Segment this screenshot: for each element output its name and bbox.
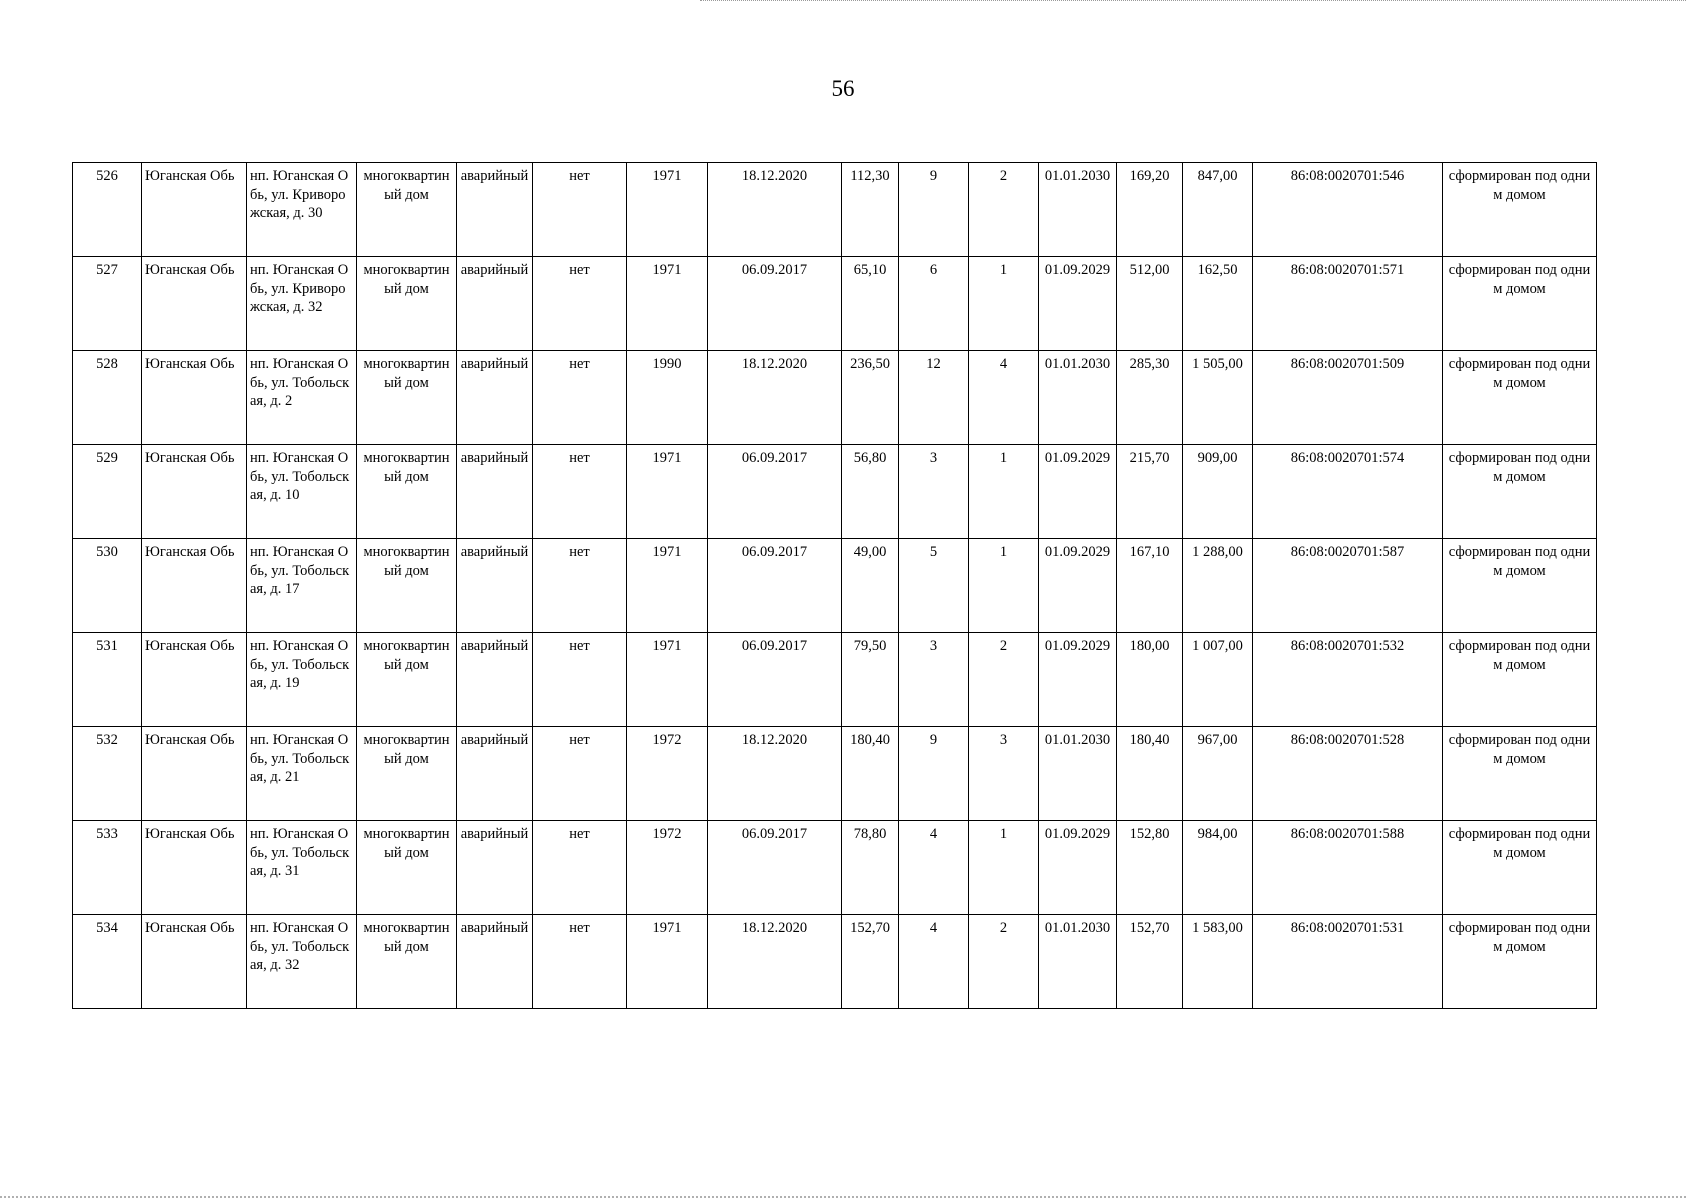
note-cell: сформирован под одним домом <box>1443 163 1597 257</box>
note-cell: сформирован под одним домом <box>1443 915 1597 1009</box>
count-cell-1: 6 <box>899 257 969 351</box>
address-cell: нп. Юганская Обь, ул. Тобольская, д. 21 <box>247 727 357 821</box>
note-cell: сформирован под одним домом <box>1443 821 1597 915</box>
count-cell-1: 3 <box>899 445 969 539</box>
cadastral-number-cell: 86:08:0020701:587 <box>1253 539 1443 633</box>
condition-cell: аварийный <box>457 915 533 1009</box>
table-row <box>73 445 1597 539</box>
note-cell: сформирован под одним домом <box>1443 351 1597 445</box>
table-body <box>73 163 1597 1009</box>
area-cell: 112,30 <box>842 163 899 257</box>
locality-cell: Юганская Обь <box>142 445 247 539</box>
count-cell-2: 1 <box>969 445 1039 539</box>
house-type-cell: многоквартиный дом <box>357 163 457 257</box>
flag-cell: нет <box>533 821 627 915</box>
row-number-cell: 531 <box>73 633 142 727</box>
planned-date-cell: 01.09.2029 <box>1039 539 1117 633</box>
locality-cell: Юганская Обь <box>142 821 247 915</box>
table-row <box>73 257 1597 351</box>
recognition-date-cell: 18.12.2020 <box>708 163 842 257</box>
cadastral-number-cell: 86:08:0020701:574 <box>1253 445 1443 539</box>
table-row <box>73 727 1597 821</box>
condition-cell: аварийный <box>457 163 533 257</box>
planned-date-cell: 01.09.2029 <box>1039 445 1117 539</box>
flag-cell: нет <box>533 727 627 821</box>
house-type-cell: многоквартиный дом <box>357 727 457 821</box>
land-area-cell: 152,70 <box>1117 915 1183 1009</box>
table-row <box>73 915 1597 1009</box>
value-cell: 1 288,00 <box>1183 539 1253 633</box>
recognition-date-cell: 06.09.2017 <box>708 539 842 633</box>
planned-date-cell: 01.01.2030 <box>1039 727 1117 821</box>
scan-edge-bottom <box>0 1196 1686 1200</box>
count-cell-2: 2 <box>969 163 1039 257</box>
area-cell: 79,50 <box>842 633 899 727</box>
address-cell: нп. Юганская Обь, ул. Тобольская, д. 32 <box>247 915 357 1009</box>
count-cell-1: 3 <box>899 633 969 727</box>
row-number-cell: 532 <box>73 727 142 821</box>
land-area-cell: 512,00 <box>1117 257 1183 351</box>
area-cell: 56,80 <box>842 445 899 539</box>
area-cell: 49,00 <box>842 539 899 633</box>
count-cell-2: 1 <box>969 821 1039 915</box>
cadastral-number-cell: 86:08:0020701:531 <box>1253 915 1443 1009</box>
value-cell: 967,00 <box>1183 727 1253 821</box>
value-cell: 984,00 <box>1183 821 1253 915</box>
house-type-cell: многоквартиный дом <box>357 351 457 445</box>
year-built-cell: 1971 <box>627 257 708 351</box>
cadastral-number-cell: 86:08:0020701:588 <box>1253 821 1443 915</box>
page-number: 56 <box>831 76 855 101</box>
locality-cell: Юганская Обь <box>142 539 247 633</box>
house-type-cell: многоквартиный дом <box>357 633 457 727</box>
flag-cell: нет <box>533 163 627 257</box>
planned-date-cell: 01.01.2030 <box>1039 915 1117 1009</box>
locality-cell: Юганская Обь <box>142 727 247 821</box>
value-cell: 162,50 <box>1183 257 1253 351</box>
count-cell-2: 2 <box>969 915 1039 1009</box>
locality-cell: Юганская Обь <box>142 257 247 351</box>
address-cell: нп. Юганская Обь, ул. Тобольская, д. 31 <box>247 821 357 915</box>
cadastral-number-cell: 86:08:0020701:546 <box>1253 163 1443 257</box>
condition-cell: аварийный <box>457 445 533 539</box>
address-cell: нп. Юганская Обь, ул. Тобольская, д. 2 <box>247 351 357 445</box>
count-cell-1: 9 <box>899 727 969 821</box>
row-number-cell: 533 <box>73 821 142 915</box>
condition-cell: аварийный <box>457 257 533 351</box>
land-area-cell: 215,70 <box>1117 445 1183 539</box>
house-type-cell: многоквартиный дом <box>357 539 457 633</box>
count-cell-2: 3 <box>969 727 1039 821</box>
row-number-cell: 534 <box>73 915 142 1009</box>
locality-cell: Юганская Обь <box>142 915 247 1009</box>
count-cell-2: 2 <box>969 633 1039 727</box>
count-cell-1: 4 <box>899 821 969 915</box>
locality-cell: Юганская Обь <box>142 351 247 445</box>
house-type-cell: многоквартиный дом <box>357 915 457 1009</box>
row-number-cell: 526 <box>73 163 142 257</box>
count-cell-1: 4 <box>899 915 969 1009</box>
recognition-date-cell: 06.09.2017 <box>708 257 842 351</box>
land-area-cell: 169,20 <box>1117 163 1183 257</box>
locality-cell: Юганская Обь <box>142 633 247 727</box>
cadastral-number-cell: 86:08:0020701:528 <box>1253 727 1443 821</box>
land-area-cell: 180,00 <box>1117 633 1183 727</box>
cadastral-number-cell: 86:08:0020701:509 <box>1253 351 1443 445</box>
row-number-cell: 530 <box>73 539 142 633</box>
condition-cell: аварийный <box>457 351 533 445</box>
house-type-cell: многоквартиный дом <box>357 257 457 351</box>
year-built-cell: 1971 <box>627 915 708 1009</box>
count-cell-1: 9 <box>899 163 969 257</box>
year-built-cell: 1990 <box>627 351 708 445</box>
condition-cell: аварийный <box>457 633 533 727</box>
note-cell: сформирован под одним домом <box>1443 727 1597 821</box>
note-cell: сформирован под одним домом <box>1443 633 1597 727</box>
land-area-cell: 285,30 <box>1117 351 1183 445</box>
condition-cell: аварийный <box>457 539 533 633</box>
address-cell: нп. Юганская Обь, ул. Тобольская, д. 10 <box>247 445 357 539</box>
address-cell: нп. Юганская Обь, ул. Тобольская, д. 17 <box>247 539 357 633</box>
scan-edge-top <box>700 0 1686 4</box>
table-row <box>73 539 1597 633</box>
recognition-date-cell: 18.12.2020 <box>708 351 842 445</box>
area-cell: 236,50 <box>842 351 899 445</box>
count-cell-2: 4 <box>969 351 1039 445</box>
planned-date-cell: 01.01.2030 <box>1039 351 1117 445</box>
address-cell: нп. Юганская Обь, ул. Криворожская, д. 30 <box>247 163 357 257</box>
year-built-cell: 1971 <box>627 163 708 257</box>
planned-date-cell: 01.01.2030 <box>1039 163 1117 257</box>
condition-cell: аварийный <box>457 727 533 821</box>
year-built-cell: 1971 <box>627 539 708 633</box>
condition-cell: аварийный <box>457 821 533 915</box>
cadastral-number-cell: 86:08:0020701:532 <box>1253 633 1443 727</box>
recognition-date-cell: 06.09.2017 <box>708 633 842 727</box>
planned-date-cell: 01.09.2029 <box>1039 633 1117 727</box>
locality-cell: Юганская Обь <box>142 163 247 257</box>
count-cell-2: 1 <box>969 539 1039 633</box>
note-cell: сформирован под одним домом <box>1443 539 1597 633</box>
recognition-date-cell: 06.09.2017 <box>708 821 842 915</box>
value-cell: 1 583,00 <box>1183 915 1253 1009</box>
year-built-cell: 1972 <box>627 727 708 821</box>
flag-cell: нет <box>533 351 627 445</box>
row-number-cell: 529 <box>73 445 142 539</box>
flag-cell: нет <box>533 915 627 1009</box>
note-cell: сформирован под одним домом <box>1443 445 1597 539</box>
flag-cell: нет <box>533 257 627 351</box>
area-cell: 180,40 <box>842 727 899 821</box>
flag-cell: нет <box>533 633 627 727</box>
planned-date-cell: 01.09.2029 <box>1039 257 1117 351</box>
table-row <box>73 633 1597 727</box>
address-cell: нп. Юганская Обь, ул. Тобольская, д. 19 <box>247 633 357 727</box>
housing-registry-table <box>72 162 1597 1009</box>
land-area-cell: 180,40 <box>1117 727 1183 821</box>
recognition-date-cell: 18.12.2020 <box>708 727 842 821</box>
table-row <box>73 821 1597 915</box>
planned-date-cell: 01.09.2029 <box>1039 821 1117 915</box>
land-area-cell: 167,10 <box>1117 539 1183 633</box>
row-number-cell: 528 <box>73 351 142 445</box>
house-type-cell: многоквартиный дом <box>357 821 457 915</box>
value-cell: 909,00 <box>1183 445 1253 539</box>
count-cell-2: 1 <box>969 257 1039 351</box>
recognition-date-cell: 06.09.2017 <box>708 445 842 539</box>
land-area-cell: 152,80 <box>1117 821 1183 915</box>
year-built-cell: 1971 <box>627 633 708 727</box>
address-cell: нп. Юганская Обь, ул. Криворожская, д. 32 <box>247 257 357 351</box>
recognition-date-cell: 18.12.2020 <box>708 915 842 1009</box>
table-row <box>73 163 1597 257</box>
value-cell: 847,00 <box>1183 163 1253 257</box>
area-cell: 78,80 <box>842 821 899 915</box>
note-cell: сформирован под одним домом <box>1443 257 1597 351</box>
year-built-cell: 1971 <box>627 445 708 539</box>
flag-cell: нет <box>533 445 627 539</box>
value-cell: 1 505,00 <box>1183 351 1253 445</box>
flag-cell: нет <box>533 539 627 633</box>
cadastral-number-cell: 86:08:0020701:571 <box>1253 257 1443 351</box>
table-row <box>73 351 1597 445</box>
area-cell: 65,10 <box>842 257 899 351</box>
value-cell: 1 007,00 <box>1183 633 1253 727</box>
count-cell-1: 5 <box>899 539 969 633</box>
area-cell: 152,70 <box>842 915 899 1009</box>
count-cell-1: 12 <box>899 351 969 445</box>
row-number-cell: 527 <box>73 257 142 351</box>
house-type-cell: многоквартиный дом <box>357 445 457 539</box>
year-built-cell: 1972 <box>627 821 708 915</box>
